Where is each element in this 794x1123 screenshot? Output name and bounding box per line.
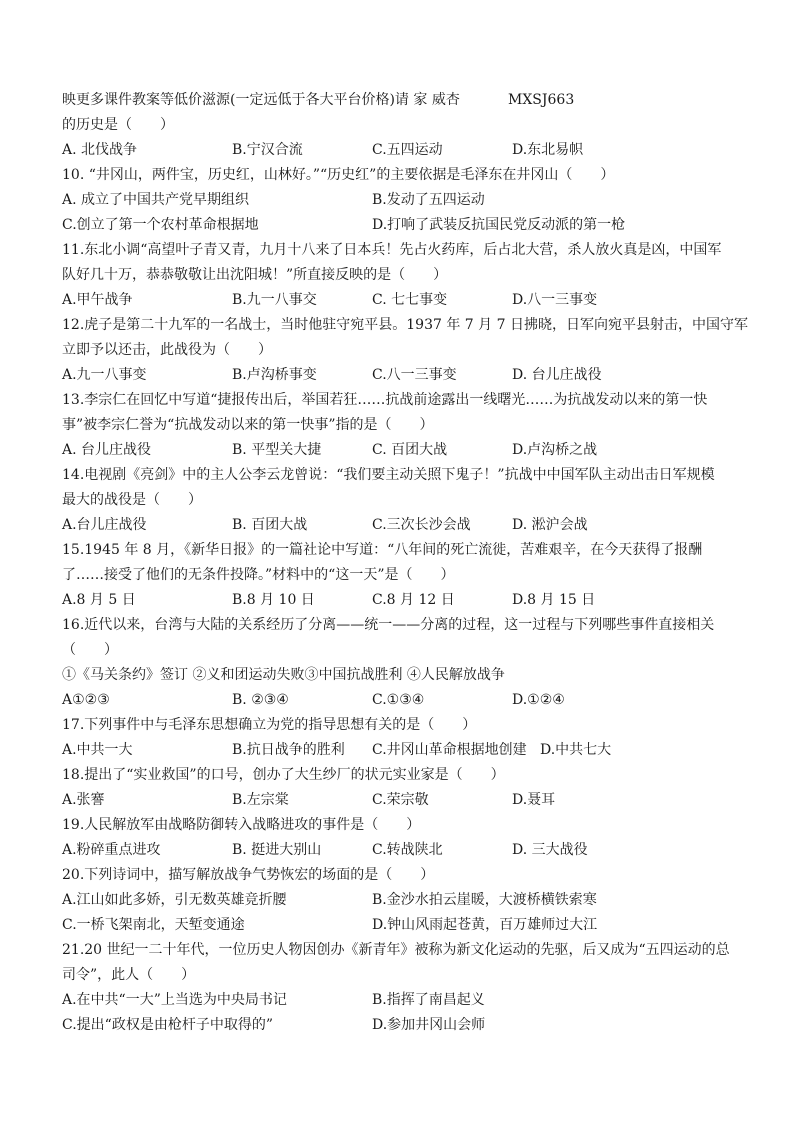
header-text: 映更多课件教案等低价滋源(一定远低于各大平台价格)请 家 威杏 (62, 92, 460, 108)
question-q21-option: A.在中共“一大”上当选为中央局书记 (62, 992, 287, 1008)
question-q17-option: D.中共七大 (540, 742, 612, 758)
question-q19-stem-line: 19.人民解放军由战略防御转入战略进攻的事件是（ ） (62, 817, 421, 833)
question-q9-option: C.五四运动 (372, 142, 443, 158)
question-q16-stem-line: ①《马关条约》签订 ②义和团运动失败③中国抗战胜利 ④人民解放战争 (62, 667, 505, 683)
question-q19-option: A.粉碎重点进攻 (62, 842, 161, 858)
question-q10-option: C.创立了第一个农村革命根据地 (62, 217, 259, 233)
question-q14-option: C.三次长沙会战 (372, 517, 471, 533)
question-q18-option: B.左宗棠 (232, 792, 289, 808)
question-q20-option: D.钟山风雨起苍黄，百万雄师过大江 (372, 917, 598, 933)
question-q11-option: B.九一八事交 (232, 292, 317, 308)
question-q14-stem-line: 最大的战役是（ ） (62, 492, 202, 508)
question-q12-stem-line: 立即予以还击，此战役为（ ） (62, 342, 272, 358)
question-q19-option: D. 三大战役 (512, 842, 588, 858)
question-q15-stem-line: 15.1945 年 8 月，《新华日报》的一篇社论中写道：“八年间的死亡流徙，苦难艰辛，在今天获得了报酬 (62, 542, 703, 558)
question-q14-stem-line: 14.电视剧《亮剑》中的主人公李云龙曾说：“我们要主动关照下鬼子！”抗战中中国军队主动出击日军规模 (62, 467, 715, 483)
question-q21-option: B.指挥了南昌起义 (372, 992, 485, 1008)
question-q12-stem-line: 12.虎子是第二十九军的一名战士，当时他驻守宛平县。1937 年 7 月 7 日拂晓，日军向宛平县射击，中国守军 (62, 317, 748, 333)
question-q13-stem-line: 13.李宗仁在回忆中写道“捷报传出后，举国若狂……抗战前途露出一线曙光……为抗战发动以来的第一快 (62, 392, 708, 408)
question-q21-stem-line: 21.20 世纪一二十年代，一位历史人物因创办《新青年》被称为新文化运动的先驱，后又成为“五四运动的总 (62, 942, 730, 958)
question-q9-stem-line: 的历史是（ ） (62, 117, 174, 133)
question-q11-option: D.八一三事变 (512, 292, 598, 308)
question-q19-option: C.转战陕北 (372, 842, 443, 858)
question-q16-option: D.①②④ (512, 692, 565, 708)
question-q17-stem-line: 17.下列事件中与毛泽东思想确立为党的指导思想有关的是（ ） (62, 717, 477, 733)
question-q16-stem-line: 16.近代以来，台湾与大陆的关系经历了分离——统一——分离的过程，这一过程与下列哪些事件直接相关 (62, 617, 715, 633)
question-q21-stem-line: 司令”，此人（ ） (62, 967, 196, 983)
question-q13-option: B. 平型关大捷 (232, 442, 322, 458)
question-q20-option: A.江山如此多娇，引无数英雄竞折腰 (62, 892, 287, 908)
question-q19-option: B. 挺进大别山 (232, 842, 322, 858)
question-q16-option: B. ②③④ (232, 692, 289, 708)
question-q14-option: A.台儿庄战役 (62, 517, 147, 533)
question-q13-stem-line: 事”被李宗仁誉为“抗战发动以来的第一快事”指的是（ ） (62, 417, 434, 433)
question-q17-option: C.井冈山革命根据地创建 (372, 742, 527, 758)
question-q13-option: D.卢沟桥之战 (512, 442, 598, 458)
question-q17-option: B.抗日战争的胜利 (232, 742, 345, 758)
question-q18-option: D.聂耳 (512, 792, 556, 808)
question-q15-option: B.8 月 10 日 (232, 592, 315, 608)
header-line (62, 91, 575, 109)
question-q20-option: C.一桥飞架南北，天堑变通途 (62, 917, 245, 933)
question-q16-stem-line: （ ） (62, 642, 118, 658)
question-q15-option: A.8 月 5 日 (62, 592, 136, 608)
question-q21-option: C.提出“政权是由枪杆子中取得的” (62, 1017, 273, 1033)
question-q20-stem-line: 20.下列诗词中，描写解放战争气势恢宏的场面的是（ ） (62, 867, 435, 883)
question-q15-stem-line: 了……接受了他们的无条件投降。”材料中的“这一天”是（ ） (62, 567, 455, 583)
question-q13-option: A. 台儿庄战役 (62, 442, 152, 458)
question-q16-option: C.①③④ (372, 692, 425, 708)
question-q13-option: C. 百团大战 (372, 442, 448, 458)
question-q18-stem-line: 18.提出了“实业救国”的口号，创办了大生纱厂的状元实业家是（ ） (62, 767, 505, 783)
question-q9-option: D.东北易帜 (512, 142, 584, 158)
question-q17-option: A.中共一大 (62, 742, 133, 758)
question-q11-stem-line: 11.东北小调“高望叶子青又青，九月十八来了日本兵！先占火药库，后占北大营，杀人放火真是凶，中国军 (62, 242, 722, 258)
question-q10-stem-line: 10. “井冈山，两件宝，历史红，山林好。”“历史红”的主要依据是毛泽东在井冈山（ ） (62, 167, 615, 183)
header-code: MXSJ663 (508, 92, 575, 108)
question-q18-option: C.荣宗敬 (372, 792, 429, 808)
question-q11-stem-line: 队好几十万，恭恭敬敬让出沈阳城！”所直接反映的是（ ） (62, 267, 448, 283)
question-q9-option: A. 北伐战争 (62, 142, 138, 158)
question-q10-option: A. 成立了中国共产党早期组织 (62, 192, 250, 208)
question-q11-option: C. 七七事变 (372, 292, 448, 308)
question-q16-option: A①②③ (62, 692, 110, 708)
question-q12-option: C.八一三事变 (372, 367, 457, 383)
question-q14-option: D. 淞沪会战 (512, 517, 588, 533)
question-q15-option: C.8 月 12 日 (372, 592, 455, 608)
question-q12-option: D. 台儿庄战役 (512, 367, 602, 383)
question-q12-option: B.卢沟桥事变 (232, 367, 317, 383)
question-q12-option: A.九一八事变 (62, 367, 147, 383)
question-q20-option: B.金沙水拍云崖暖，大渡桥横铁索寒 (372, 892, 597, 908)
question-q10-option: D.打响了武装反抗国民党反动派的第一枪 (372, 217, 626, 233)
question-q15-option: D.8 月 15 日 (512, 592, 596, 608)
question-q10-option: B.发动了五四运动 (372, 192, 485, 208)
question-q11-option: A.甲午战争 (62, 292, 133, 308)
question-q21-option: D.参加井冈山会师 (372, 1017, 486, 1033)
question-q18-option: A.张謇 (62, 792, 105, 808)
question-q9-option: B.宁汉合流 (232, 142, 303, 158)
question-q14-option: B. 百团大战 (232, 517, 308, 533)
